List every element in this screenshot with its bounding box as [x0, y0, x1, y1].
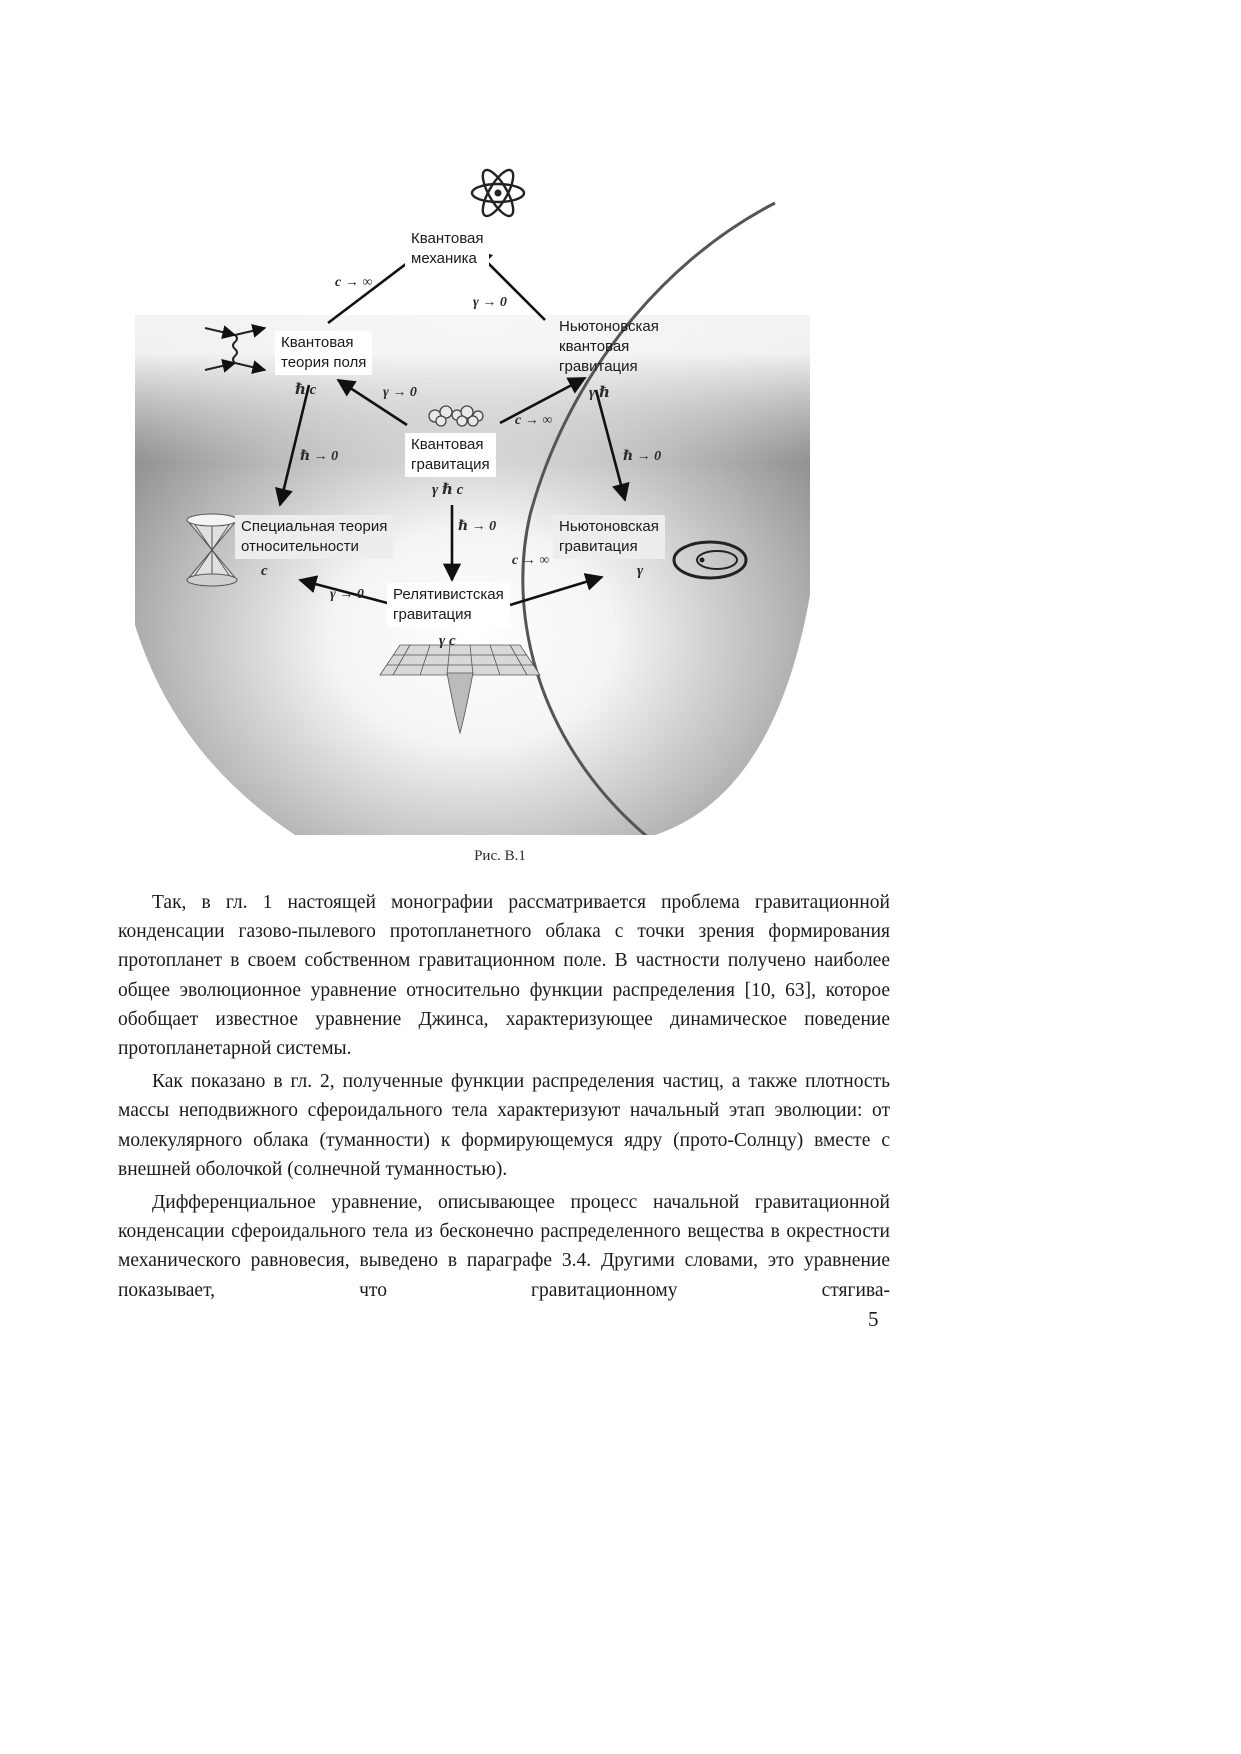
node-newtonian-gravity: Ньютоновская гравитация	[553, 515, 665, 559]
page-number: 5	[868, 1307, 879, 1331]
transition-rg-to-sr: γ → 0	[330, 587, 364, 602]
node-quantum-gravity: Квантовая гравитация	[405, 433, 496, 477]
paragraph-3: Дифференциальное уравнение, описывающее процесс начальной гравитационной конденсации сфероидального тела из бесконечно распределенного вещества в окрестности механического равновесия, выведено в параграфе 3.4. Другими словами, это уравнение показывает, что гравитационному стягива-	[118, 1192, 890, 1301]
params-quantum-gravity: γ ℏ c	[432, 482, 464, 498]
transition-qft-to-qm: c → ∞	[335, 275, 373, 290]
paragraph-1: Так, в гл. 1 настоящей монографии рассматривается проблема гравитационной конденсации газово-пылевого протопланетного облака с точки зрения формирования протопланет в своем собственном гравитационном поле. В частности получено наиболее общее эволюционное уравнение относительно функции распределения [10, 63], которое обобщает известное уравнение Джинса, характеризующее динамическое поведение протопланетарной системы.	[118, 892, 890, 1060]
params-newtonian-gravity: γ	[637, 563, 644, 579]
node-relativistic-gravity: Релятивистская гравитация	[387, 583, 510, 627]
transition-nqg-to-ng: ℏ → 0	[623, 449, 662, 464]
node-special-relativity: Специальная теория относительности	[235, 515, 393, 559]
transition-qg-to-nqg: c → ∞	[515, 413, 553, 428]
params-quantum-field-theory: ℏ c	[295, 382, 317, 398]
transition-rg-to-ng: c → ∞	[512, 553, 550, 568]
transition-qg-to-qft: γ → 0	[383, 385, 417, 400]
figure-quantum-gravity-cube	[135, 155, 810, 835]
transition-nqg-to-qm: γ → 0	[473, 295, 507, 310]
figure-caption: Рис. В.1	[474, 848, 526, 864]
transition-qg-to-rg: ℏ → 0	[458, 519, 497, 534]
params-newtonian-quantum-gravity: γ ℏ	[589, 385, 610, 401]
paragraph-2: Как показано в гл. 2, полученные функции распределения частиц, а также плотность массы неподвижного сфероидального тела характеризуют начальный этап эволюции: от молекулярного облака (туманности) к формирующемуся ядру (прото-Солнцу) вместе с внешней оболочкой (солнечной туманностью).	[118, 1071, 890, 1180]
node-newtonian-quantum-gravity: Ньютоновская квантовая гравитация	[559, 318, 659, 375]
body-text	[118, 888, 890, 1309]
params-special-relativity: c	[261, 563, 268, 579]
node-quantum-mechanics: Квантовая механика	[405, 227, 489, 271]
node-quantum-field-theory: Квантовая теория поля	[275, 331, 372, 375]
params-relativistic-gravity: γ c	[439, 633, 456, 649]
transition-qft-to-sr: ℏ → 0	[300, 449, 339, 464]
